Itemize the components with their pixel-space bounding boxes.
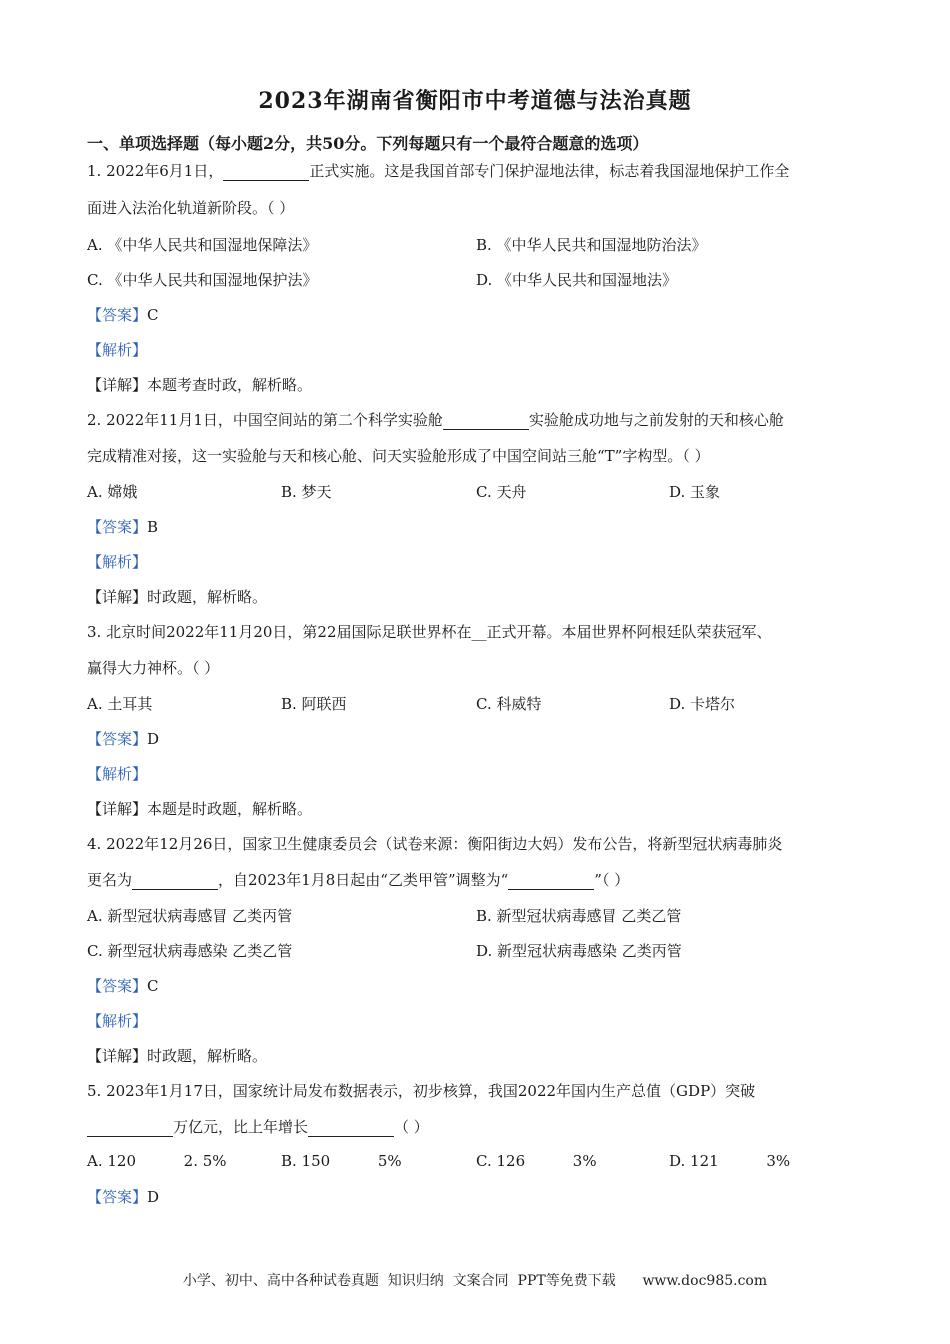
answer-blank <box>223 165 309 181</box>
detail-label: 【详解】 <box>87 376 148 394</box>
question-4-text-c: ”（ ） <box>594 871 630 889</box>
detail-text: 时政题，解析略。 <box>147 588 268 606</box>
answer-label: 【答案】 <box>87 730 148 748</box>
answer-value: D <box>147 730 160 748</box>
question-2-option-c: C. 天舟 <box>476 483 527 501</box>
question-2-option-a: A. 嫦娥 <box>87 483 138 501</box>
question-5-option-d: D. 121 3% <box>669 1152 791 1170</box>
question-1-option-a: A. 《中华人民共和国湿地保障法》 <box>87 236 318 254</box>
question-1-line-1 <box>87 160 789 181</box>
question-3-option-c: C. 科威特 <box>476 695 542 713</box>
question-5-option-a: A. 120 2. 5% <box>87 1152 227 1170</box>
question-1-analysis: 【解析】 <box>87 341 148 359</box>
question-3-line-2: 赢得大力神杯。（ ） <box>87 659 220 677</box>
question-1-detail <box>87 374 312 395</box>
question-5-line-2 <box>87 1116 429 1137</box>
question-4-option-a: A. 新型冠状病毒感冒 乙类丙管 <box>87 907 293 925</box>
answer-value: C <box>147 306 159 324</box>
question-5-option-b: B. 150 5% <box>281 1152 402 1170</box>
detail-label: 【详解】 <box>87 588 148 606</box>
section-heading: 一、单项选择题（每小题2分，共50分。下列每题只有一个最符合题意的选项） <box>87 134 649 153</box>
question-1-option-c: C. 《中华人民共和国湿地保护法》 <box>87 271 318 289</box>
answer-blank <box>87 1121 173 1137</box>
question-4-detail <box>87 1045 267 1066</box>
detail-text: 本题是时政题，解析略。 <box>147 800 313 818</box>
question-3-option-b: B. 阿联西 <box>281 695 347 713</box>
answer-blank <box>443 414 529 430</box>
question-1-answer <box>87 304 159 325</box>
question-5-line-1: 5. 2023年1月17日，国家统计局发布数据表示，初步核算，我国2022年国内生产总值（GDP）突破 <box>87 1082 756 1100</box>
question-2-text-b: 实验舱成功地与之前发射的天和核心舱 <box>528 411 784 429</box>
question-1-text-a: 1. 2022年6月1日， <box>87 162 224 180</box>
question-1-option-d: D. 《中华人民共和国湿地法》 <box>476 271 678 289</box>
question-4-option-b: B. 新型冠状病毒感冒 乙类乙管 <box>476 907 682 925</box>
answer-value: B <box>147 518 159 536</box>
question-3-option-d: D. 卡塔尔 <box>669 695 736 713</box>
question-2-analysis: 【解析】 <box>87 553 148 571</box>
question-5-text-a: 万亿元，比上年增长 <box>173 1118 309 1136</box>
page-footer: 小学、初中、高中各种试卷真题 知识归纳 文案合同 PPT等免费下载 www.doc985.com <box>182 1273 768 1289</box>
detail-label: 【详解】 <box>87 1047 148 1065</box>
answer-value: C <box>147 977 159 995</box>
question-5-option-c: C. 126 3% <box>476 1152 597 1170</box>
question-3-analysis: 【解析】 <box>87 765 148 783</box>
question-4-text-b: ，自2023年1月8日起由“乙类甲管”调整为“ <box>218 871 509 889</box>
question-4-line-1: 4. 2022年12月26日，国家卫生健康委员会（试卷来源：衡阳街边大妈）发布公告，将新型冠状病毒肺炎 <box>87 835 783 853</box>
question-3-detail <box>87 798 312 819</box>
question-3-answer <box>87 728 159 749</box>
answer-label: 【答案】 <box>87 306 148 324</box>
answer-value: D <box>147 1188 160 1206</box>
question-3-option-a: A. 土耳其 <box>87 695 153 713</box>
question-1-text-b: 正式实施。这是我国首部专门保护湿地法律，标志着我国湿地保护工作全 <box>309 162 790 180</box>
answer-label: 【答案】 <box>87 1188 148 1206</box>
question-2-text-a: 2. 2022年11月1日，中国空间站的第二个科学实验舱 <box>87 411 443 429</box>
question-2-option-b: B. 梦天 <box>281 483 332 501</box>
question-4-text-a: 更名为 <box>87 871 133 889</box>
question-1-option-b: B. 《中华人民共和国湿地防治法》 <box>476 236 707 254</box>
question-5-answer <box>87 1186 159 1207</box>
question-4-answer <box>87 975 159 996</box>
question-4-option-d: D. 新型冠状病毒感染 乙类丙管 <box>476 942 682 960</box>
question-5-text-b: （ ） <box>394 1118 429 1136</box>
question-2-option-d: D. 玉象 <box>669 483 721 501</box>
detail-text: 本题考查时政，解析略。 <box>147 376 313 394</box>
question-4-analysis: 【解析】 <box>87 1012 148 1030</box>
detail-label: 【详解】 <box>87 800 148 818</box>
question-2-answer <box>87 516 158 537</box>
question-3-line-1: 3. 北京时间2022年11月20日，第22届国际足联世界杯在__正式开幕。本届世界杯阿根廷队荣获冠军、 <box>87 623 772 641</box>
answer-blank <box>308 1121 394 1137</box>
detail-text: 时政题，解析略。 <box>147 1047 268 1065</box>
answer-blank <box>132 874 218 890</box>
answer-blank <box>508 874 594 890</box>
question-4-option-c: C. 新型冠状病毒感染 乙类乙管 <box>87 942 293 960</box>
question-2-detail <box>87 586 267 607</box>
question-2-line-1 <box>87 409 784 430</box>
question-4-line-2 <box>87 869 629 890</box>
question-1-line-2: 面进入法治化轨道新阶段。（ ） <box>87 199 295 217</box>
page-title: 2023年湖南省衡阳市中考道德与法治真题 <box>258 88 692 114</box>
answer-label: 【答案】 <box>87 977 148 995</box>
answer-label: 【答案】 <box>87 518 148 536</box>
question-2-line-2: 完成精准对接，这一实验舱与天和核心舱、问天实验舱形成了中国空间站三舱“T”字构型。（ ） <box>87 447 710 465</box>
